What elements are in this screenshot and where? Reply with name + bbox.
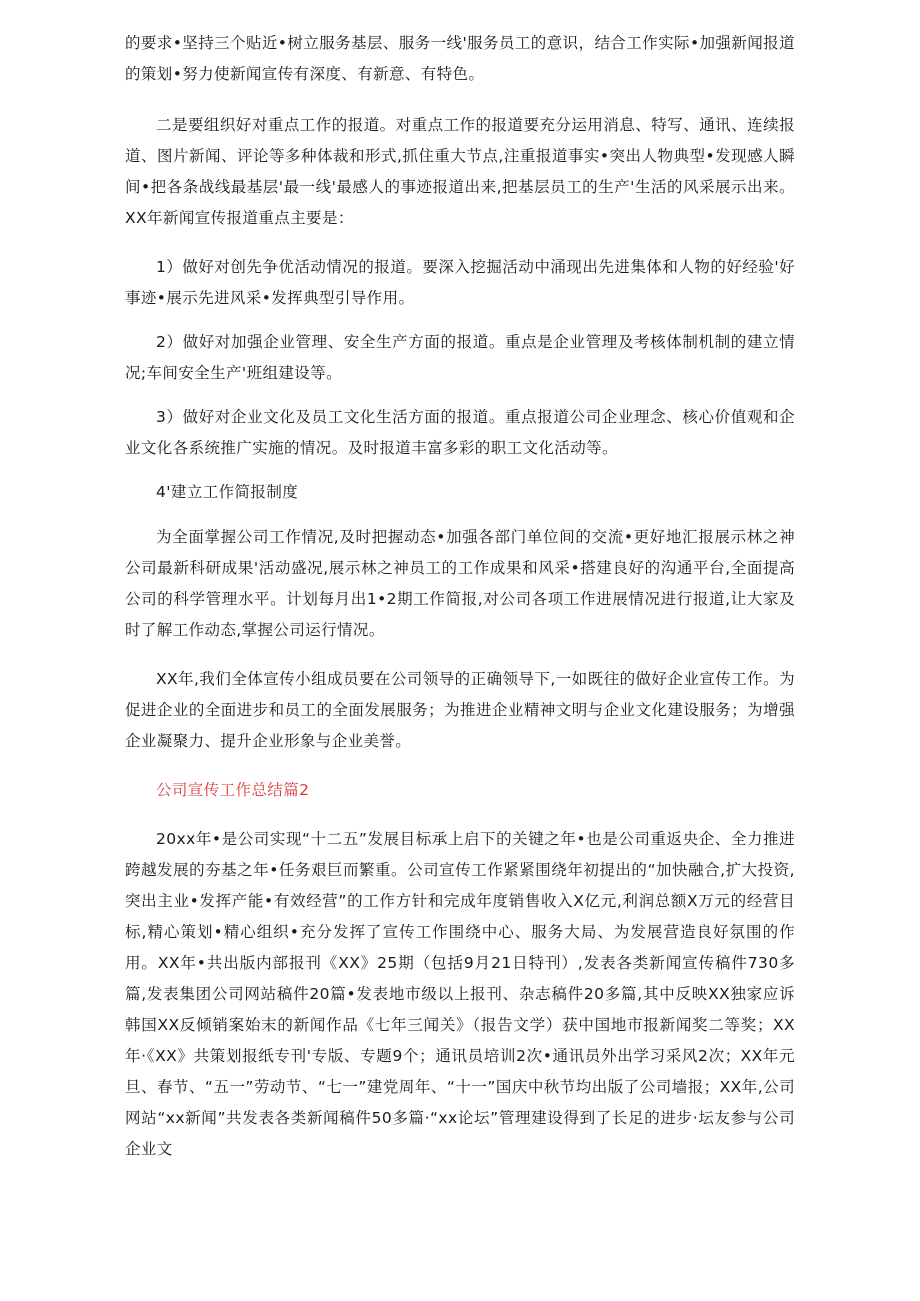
paragraph-briefing: 为全面掌握公司工作情况,及时把握动态•加强各部门单位间的交流•更好地汇报展示林之神公司最新科研成果'活动盛况,展示林之神员工的工作成果和风采•搭建良好的沟通平台,全面提高公司的科学管理水平。计划每月出1•2期工作简报,对公司各项工作进展情况进行报道,让大家及时了解工作动态,掌握公司运行情况。 [125, 528, 795, 639]
subheading-briefing: 4'建立工作简报制度 [156, 483, 299, 501]
list-item-1: 1）做好对创先争优活动情况的报道。要深入挖掘活动中涌现出先进集体和人物的好经验'好事迹•展示先进风采•发挥典型引导作用。 [125, 258, 795, 307]
paragraph-summary: 20xx年•是公司实现“十二五”发展目标承上启下的关键之年•也是公司重返央企、全力推进跨越发展的夯基之年•任务艰巨而繁重。公司宣传工作紧紧围绕年初提出的“加快融合,扩大投资,突出主业•发挥产能•有效经营”的工作方针和完成年度销售收入X亿元,利润总额X万元的经营目标,精心策划•精心组织•充分发挥了宣传工作围绕中心、服务大局、为发展营造良好氛围的作用。XX年•共出版内部报刊《XX》25期（包括9月21日特刊）,发表各类新闻宣传稿件730多篇,发表集团公司网站稿件20篇•发表地市级以上报刊、杂志稿件20多篇,其中反映XX独家应诉韩国XX反倾销案始末的新闻作品《七年三闻关》（报告文学）获中国地市报新闻奖二等奖；XX年·《XX》共策划报纸专刊'专版、专题9个；通讯员培训2次•通讯员外出学习采风2次；XX年元旦、春节、“五一”劳动节、“七一”建党周年、“十一”国庆中秋节均出版了公司墙报；XX年,公司网站“xx新闻”共发表各类新闻稿件50多篇·“xx论坛”管理建设得到了长足的进步·坛友参与公司企业文 [125, 830, 795, 1158]
section-title: 公司宣传工作总结篇2 [156, 781, 310, 799]
list-item-2: 2）做好对加强企业管理、安全生产方面的报道。重点是企业管理及考核体制机制的建立情况;车间安全生产'班组建设等。 [125, 333, 795, 382]
paragraph-closing: XX年,我们全体宣传小组成员要在公司领导的正确领导下,一如既往的做好企业宣传工作。为促进企业的全面进步和员工的全面发展服务；为推进企业精神文明与企业文化建设服务；为增强企业凝聚力、提升企业形象与企业美誉。 [125, 670, 795, 750]
paragraph-key-reporting: 二是要组织好对重点工作的报道。对重点工作的报道要充分运用消息、特写、通讯、连续报道、图片新闻、评论等多种体裁和形式,抓住重大节点,注重报道事实•突出人物典型•发现感人瞬间•把各条战线最基层'最一线'最感人的事迹报道出来,把基层员工的生产'生活的风采展示出来。XX年新闻宣传报道重点主要是： [125, 116, 795, 227]
list-item-3: 3）做好对企业文化及员工文化生活方面的报道。重点报道公司企业理念、核心价值观和企业文化各系统推广实施的情况。及时报道丰富多彩的职工文化活动等。 [125, 408, 795, 457]
document-page [125, 28, 795, 1183]
paragraph-continuation: 的要求•坚持三个贴近•树立服务基层、服务一线'服务员工的意识，结合工作实际•加强新闻报道的策划•努力使新闻宣传有深度、有新意、有特色。 [125, 34, 795, 83]
